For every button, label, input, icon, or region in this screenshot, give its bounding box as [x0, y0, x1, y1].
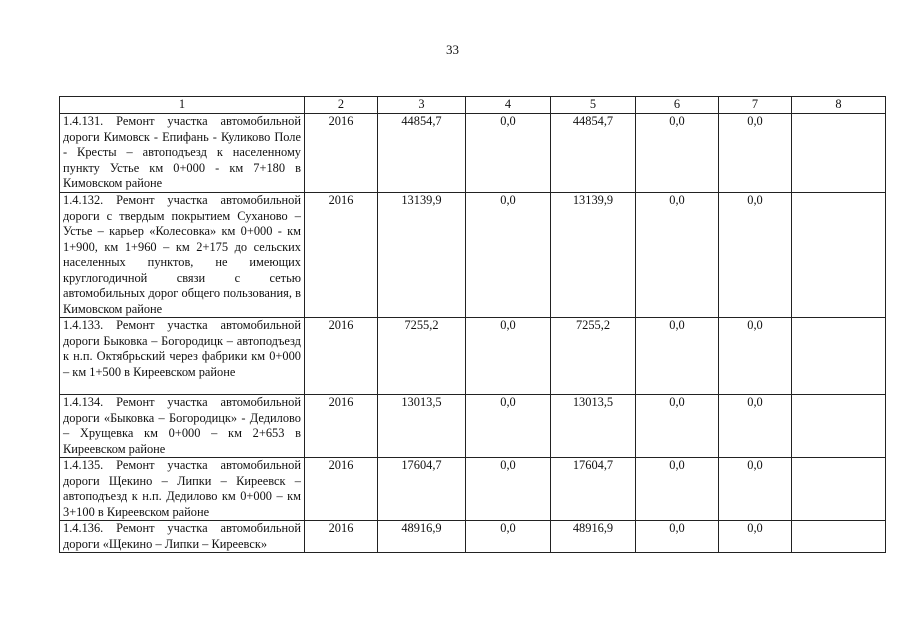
cell-value: 0,0 — [466, 395, 551, 458]
cell-year: 2016 — [305, 318, 378, 395]
row-description: 1.4.132. Ремонт участка автомобильной дороги с твердым покрытием Суханово – Устье – карьер «Колесовка» км 0+000 - км 1+900, км 1+960 – км 2+175 до сельских населенных пунктов, не имеющих круглогодичной связи с сетью автомобильных дорог общего пользования, в Кимовском районе — [60, 193, 305, 318]
column-header: 7 — [719, 97, 792, 114]
cell-total: 13013,5 — [378, 395, 466, 458]
table-row — [60, 193, 886, 318]
cell-empty — [792, 193, 886, 318]
cell-value: 0,0 — [466, 521, 551, 553]
cell-value: 0,0 — [466, 193, 551, 318]
cell-empty — [792, 458, 886, 521]
cell-value: 0,0 — [719, 458, 792, 521]
cell-year: 2016 — [305, 458, 378, 521]
table-row — [60, 395, 886, 458]
cell-value: 0,0 — [636, 521, 719, 553]
cell-total: 48916,9 — [378, 521, 466, 553]
cell-value: 0,0 — [466, 318, 551, 395]
cell-total: 17604,7 — [378, 458, 466, 521]
row-description: 1.4.134. Ремонт участка автомобильной дороги «Быковка – Богородицк» - Дедилово – Хрущевка км 0+000 – км 2+653 в Киреевском районе — [60, 395, 305, 458]
cell-total: 13139,9 — [378, 193, 466, 318]
cell-value: 0,0 — [719, 114, 792, 193]
cell-empty — [792, 114, 886, 193]
column-header: 1 — [60, 97, 305, 114]
cell-value: 0,0 — [719, 521, 792, 553]
row-description: 1.4.133. Ремонт участка автомобильной дороги Быковка – Богородицк – автоподъезд к н.п. Октябрьский через фабрики км 0+000 – км 1+500 в Киреевском районе — [60, 318, 305, 395]
column-header: 5 — [551, 97, 636, 114]
cell-value: 0,0 — [636, 395, 719, 458]
row-description: 1.4.131. Ремонт участка автомобильной дороги Кимовск - Епифань - Куликово Поле - Кресты – автоподъезд к населенному пункту Устье км 0+000 - км 7+180 в Кимовском районе — [60, 114, 305, 193]
cell-year: 2016 — [305, 114, 378, 193]
cell-empty — [792, 395, 886, 458]
cell-empty — [792, 521, 886, 553]
cell-value: 48916,9 — [551, 521, 636, 553]
cell-value: 0,0 — [466, 458, 551, 521]
cell-empty — [792, 318, 886, 395]
cell-value: 0,0 — [636, 458, 719, 521]
cell-year: 2016 — [305, 521, 378, 553]
row-description: 1.4.135. Ремонт участка автомобильной дороги Щекино – Липки – Киреевск – автоподъезд к н.п. Дедилово км 0+000 – км 3+100 в Киреевском районе — [60, 458, 305, 521]
cell-value: 0,0 — [636, 318, 719, 395]
cell-total: 7255,2 — [378, 318, 466, 395]
table-row — [60, 114, 886, 193]
page-number: 33 — [446, 42, 459, 57]
column-header: 3 — [378, 97, 466, 114]
cell-value: 0,0 — [719, 395, 792, 458]
cell-value: 0,0 — [466, 114, 551, 193]
cell-year: 2016 — [305, 193, 378, 318]
column-header: 2 — [305, 97, 378, 114]
table-row — [60, 521, 886, 553]
column-header: 4 — [466, 97, 551, 114]
cell-value: 0,0 — [636, 114, 719, 193]
table-row — [60, 318, 886, 395]
cell-total: 44854,7 — [378, 114, 466, 193]
cell-year: 2016 — [305, 395, 378, 458]
cell-value: 0,0 — [719, 193, 792, 318]
cell-value: 13013,5 — [551, 395, 636, 458]
row-description: 1.4.136. Ремонт участка автомобильной дороги «Щекино – Липки – Киреевск» — [60, 521, 305, 553]
table-row — [60, 458, 886, 521]
cell-value: 13139,9 — [551, 193, 636, 318]
budget-table — [59, 96, 886, 553]
cell-value: 44854,7 — [551, 114, 636, 193]
cell-value: 17604,7 — [551, 458, 636, 521]
column-header: 8 — [792, 97, 886, 114]
cell-value: 0,0 — [636, 193, 719, 318]
column-header: 6 — [636, 97, 719, 114]
cell-value: 0,0 — [719, 318, 792, 395]
table-header-row — [60, 97, 886, 114]
cell-value: 7255,2 — [551, 318, 636, 395]
